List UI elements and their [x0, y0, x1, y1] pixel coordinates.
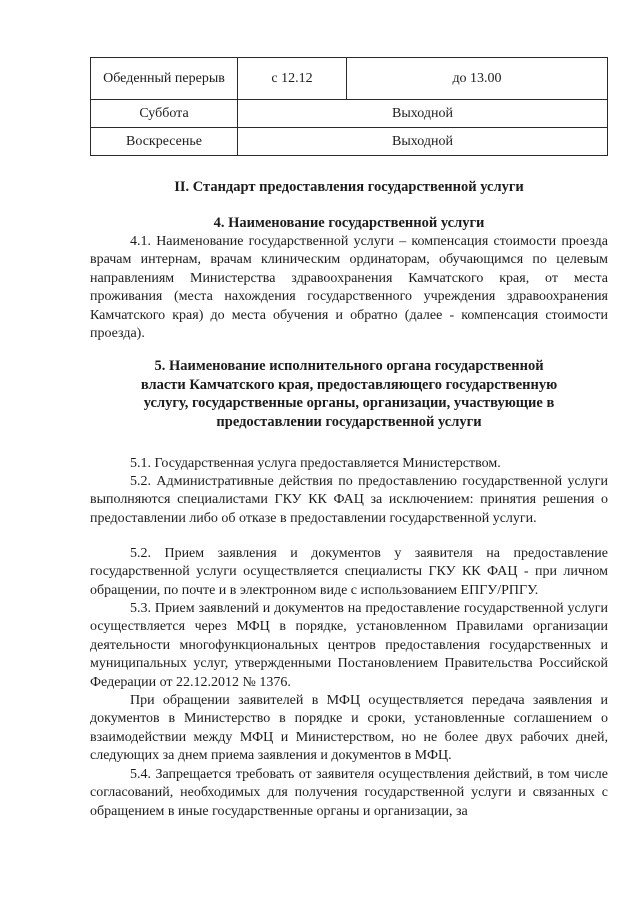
paragraph-5-2: 5.2. Административные действия по предоставлению государственной услуги выполняются специалистами ГКУ КК ФАЦ за исключением: принятия решения о предоставлении либо об отказе в предоставлении государственной услуги.: [90, 474, 608, 526]
table-row: [91, 58, 608, 100]
schedule-day-cell: Воскресенье: [91, 128, 238, 156]
schedule-status-cell: Выходной: [238, 128, 608, 156]
schedule-from-cell: с 12.12: [238, 58, 347, 100]
section-title: II. Стандарт предоставления государственной услуги: [174, 179, 524, 195]
paragraph-5-1: 5.1. Государственная услуга предоставляется Министерством.: [130, 456, 501, 471]
table-row: [91, 128, 608, 156]
paragraph-4-1: 4.1. Наименование государственной услуги – компенсация стоимости проезда врачам интернам, врачам клиническим ординаторам, обучающимся по целевым направлениям Министерства здравоохранения Камчатского края, от места проживания (места нахождения государственного учреждения здравоохранения Камчатского края) до места обучения и обратно (далее - компенсация стоимости проезда).: [90, 234, 608, 342]
subsection-5-heading: 5. Наименование исполнительного органа государственной власти Камчатского края, предоставляющего государственную услугу, государственные органы, организации, участвующие в предоставлении государственной услуги: [140, 358, 558, 430]
paragraph-5-4: 5.4. Запрещается требовать от заявителя осуществления действий, в том числе согласований, необходимых для получения государственной услуги и связанных с обращением в иные государственные органы и организации, за: [90, 767, 608, 819]
schedule-table: [90, 57, 608, 156]
subsection-4-heading: 4. Наименование государственной услуги: [213, 215, 485, 231]
paragraph-5-2b: 5.2. Прием заявления и документов у заявителя на предоставление государственной услуги осуществляется специалисты ГКУ КК ФАЦ - при личном обращении, по почте и в электронном виде с использованием ЕПГУ/РПГУ.: [90, 546, 608, 598]
schedule-status-cell: Выходной: [238, 100, 608, 128]
paragraph-5-3: 5.3. Прием заявлений и документов на предоставление государственной услуги осуществляется через МФЦ в порядке, установленном Правилами организации деятельности многофункциональных центров предоставления государственных и муниципальных услуг, утвержденными Постановлением Правительства Российской Федерации от 22.12.2012 № 1376.: [90, 601, 608, 690]
schedule-day-cell: Суббота: [91, 100, 238, 128]
schedule-day-cell: Обеденный перерыв: [91, 58, 238, 100]
table-row: [91, 100, 608, 128]
schedule-to-cell: до 13.00: [347, 58, 608, 100]
paragraph-mfc: При обращении заявителей в МФЦ осуществляется передача заявления и документов в Министерство в порядке и сроки, установленные соглашением о взаимодействии между МФЦ и Министерством, но не более двух рабочих дней, следующих за днем приема заявления и документов в МФЦ.: [90, 693, 608, 764]
